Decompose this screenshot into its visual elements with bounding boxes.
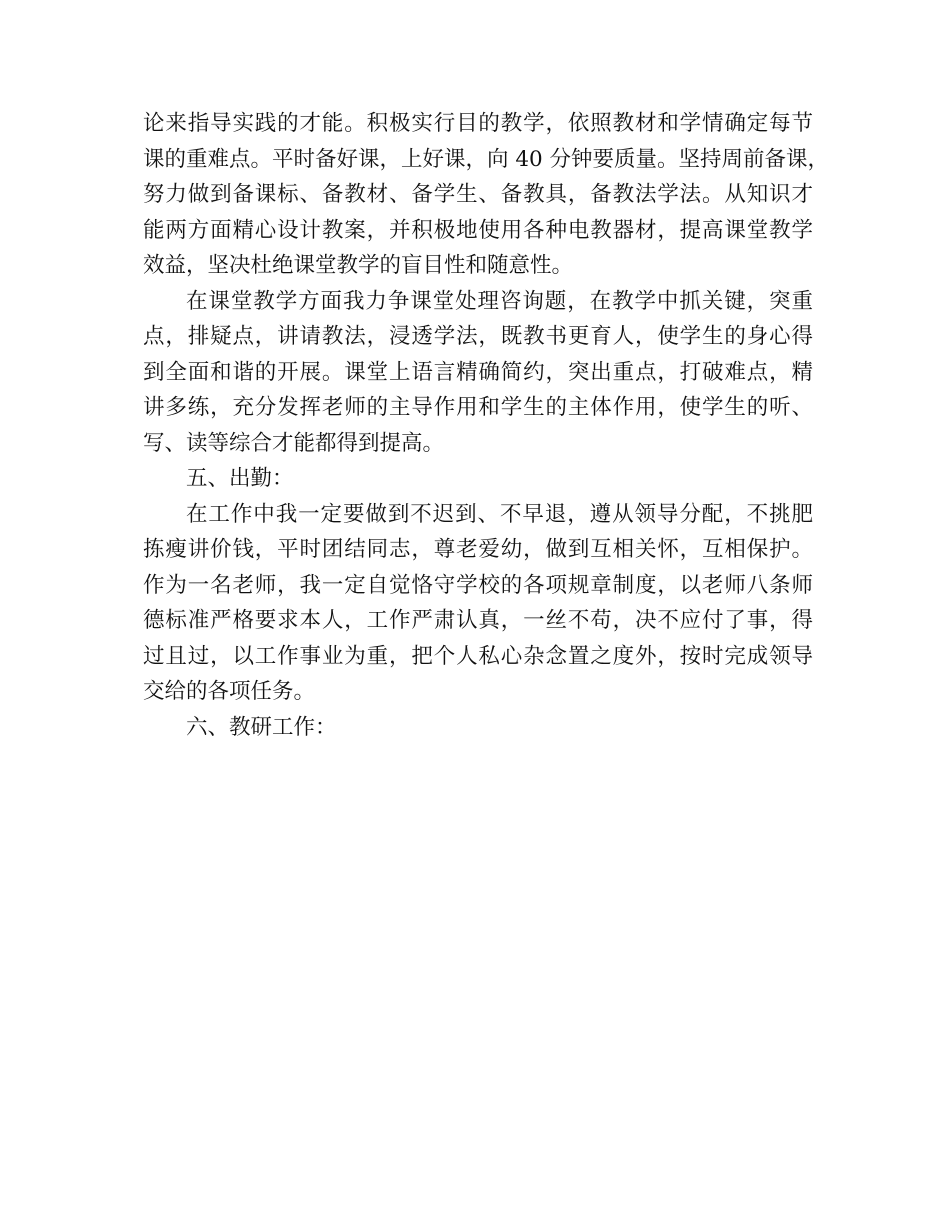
text-line: 讲多练，充分发挥老师的主导作用和学生的主体作用，使学生的听、 [143,395,813,420]
text-line: 六、教研工作： [186,714,337,740]
section-heading-research [143,710,813,746]
document-body [143,106,830,745]
text-line: 写、读等综合才能都得到提高。 [143,430,445,456]
text-line: 能两方面精心设计教案，并积极地使用各种电教器材，提高课堂教学 [143,217,813,243]
paragraph-attendance [143,497,813,710]
text-line: 过且过，以工作事业为重，把个人私心杂念置之度外，按时完成领导 [143,643,813,669]
text-line: 在工作中我一定要做到不迟到、不早退，遵从领导分配，不挑肥 [186,501,813,527]
text-line: 德标准严格要求本人，工作严肃认真，一丝不苟，决不应付了事，得 [143,608,813,633]
text-line: 论来指导实践的才能。积极实行目的教学，依照教材和学情确定每节 [143,111,813,136]
text-line: 五、出勤： [186,466,294,491]
text-line: 作为一名老师，我一定自觉恪守学校的各项规章制度，以老师八条师 [143,572,813,598]
text-line: 效益，坚决杜绝课堂教学的盲目性和随意性。 [143,253,574,278]
text-line: 点，排疑点，讲请教法，浸透学法，既教书更育人，使学生的身心得 [143,324,813,349]
paragraph-teaching-preparation [143,106,830,284]
text-line: 努力做到备课标、备教材、备学生、备教具，备教法学法。从知识才 [143,182,813,207]
text-line: 拣瘦讲价钱，平时团结同志，尊老爱幼，做到互相关怀，互相保护。 [143,537,813,562]
text-line: 课的重难点。平时备好课，上好课，向 40 分钟要质量。坚持周前备课， [143,146,830,172]
text-line: 到全面和谐的开展。课堂上语言精确简约，突出重点，打破难点，精 [143,359,813,385]
section-heading-attendance [143,461,813,497]
paragraph-classroom-teaching [143,284,813,462]
text-line: 交给的各项任务。 [143,679,316,704]
text-line: 在课堂教学方面我力争课堂处理咨询题，在教学中抓关键，突重 [186,288,813,314]
